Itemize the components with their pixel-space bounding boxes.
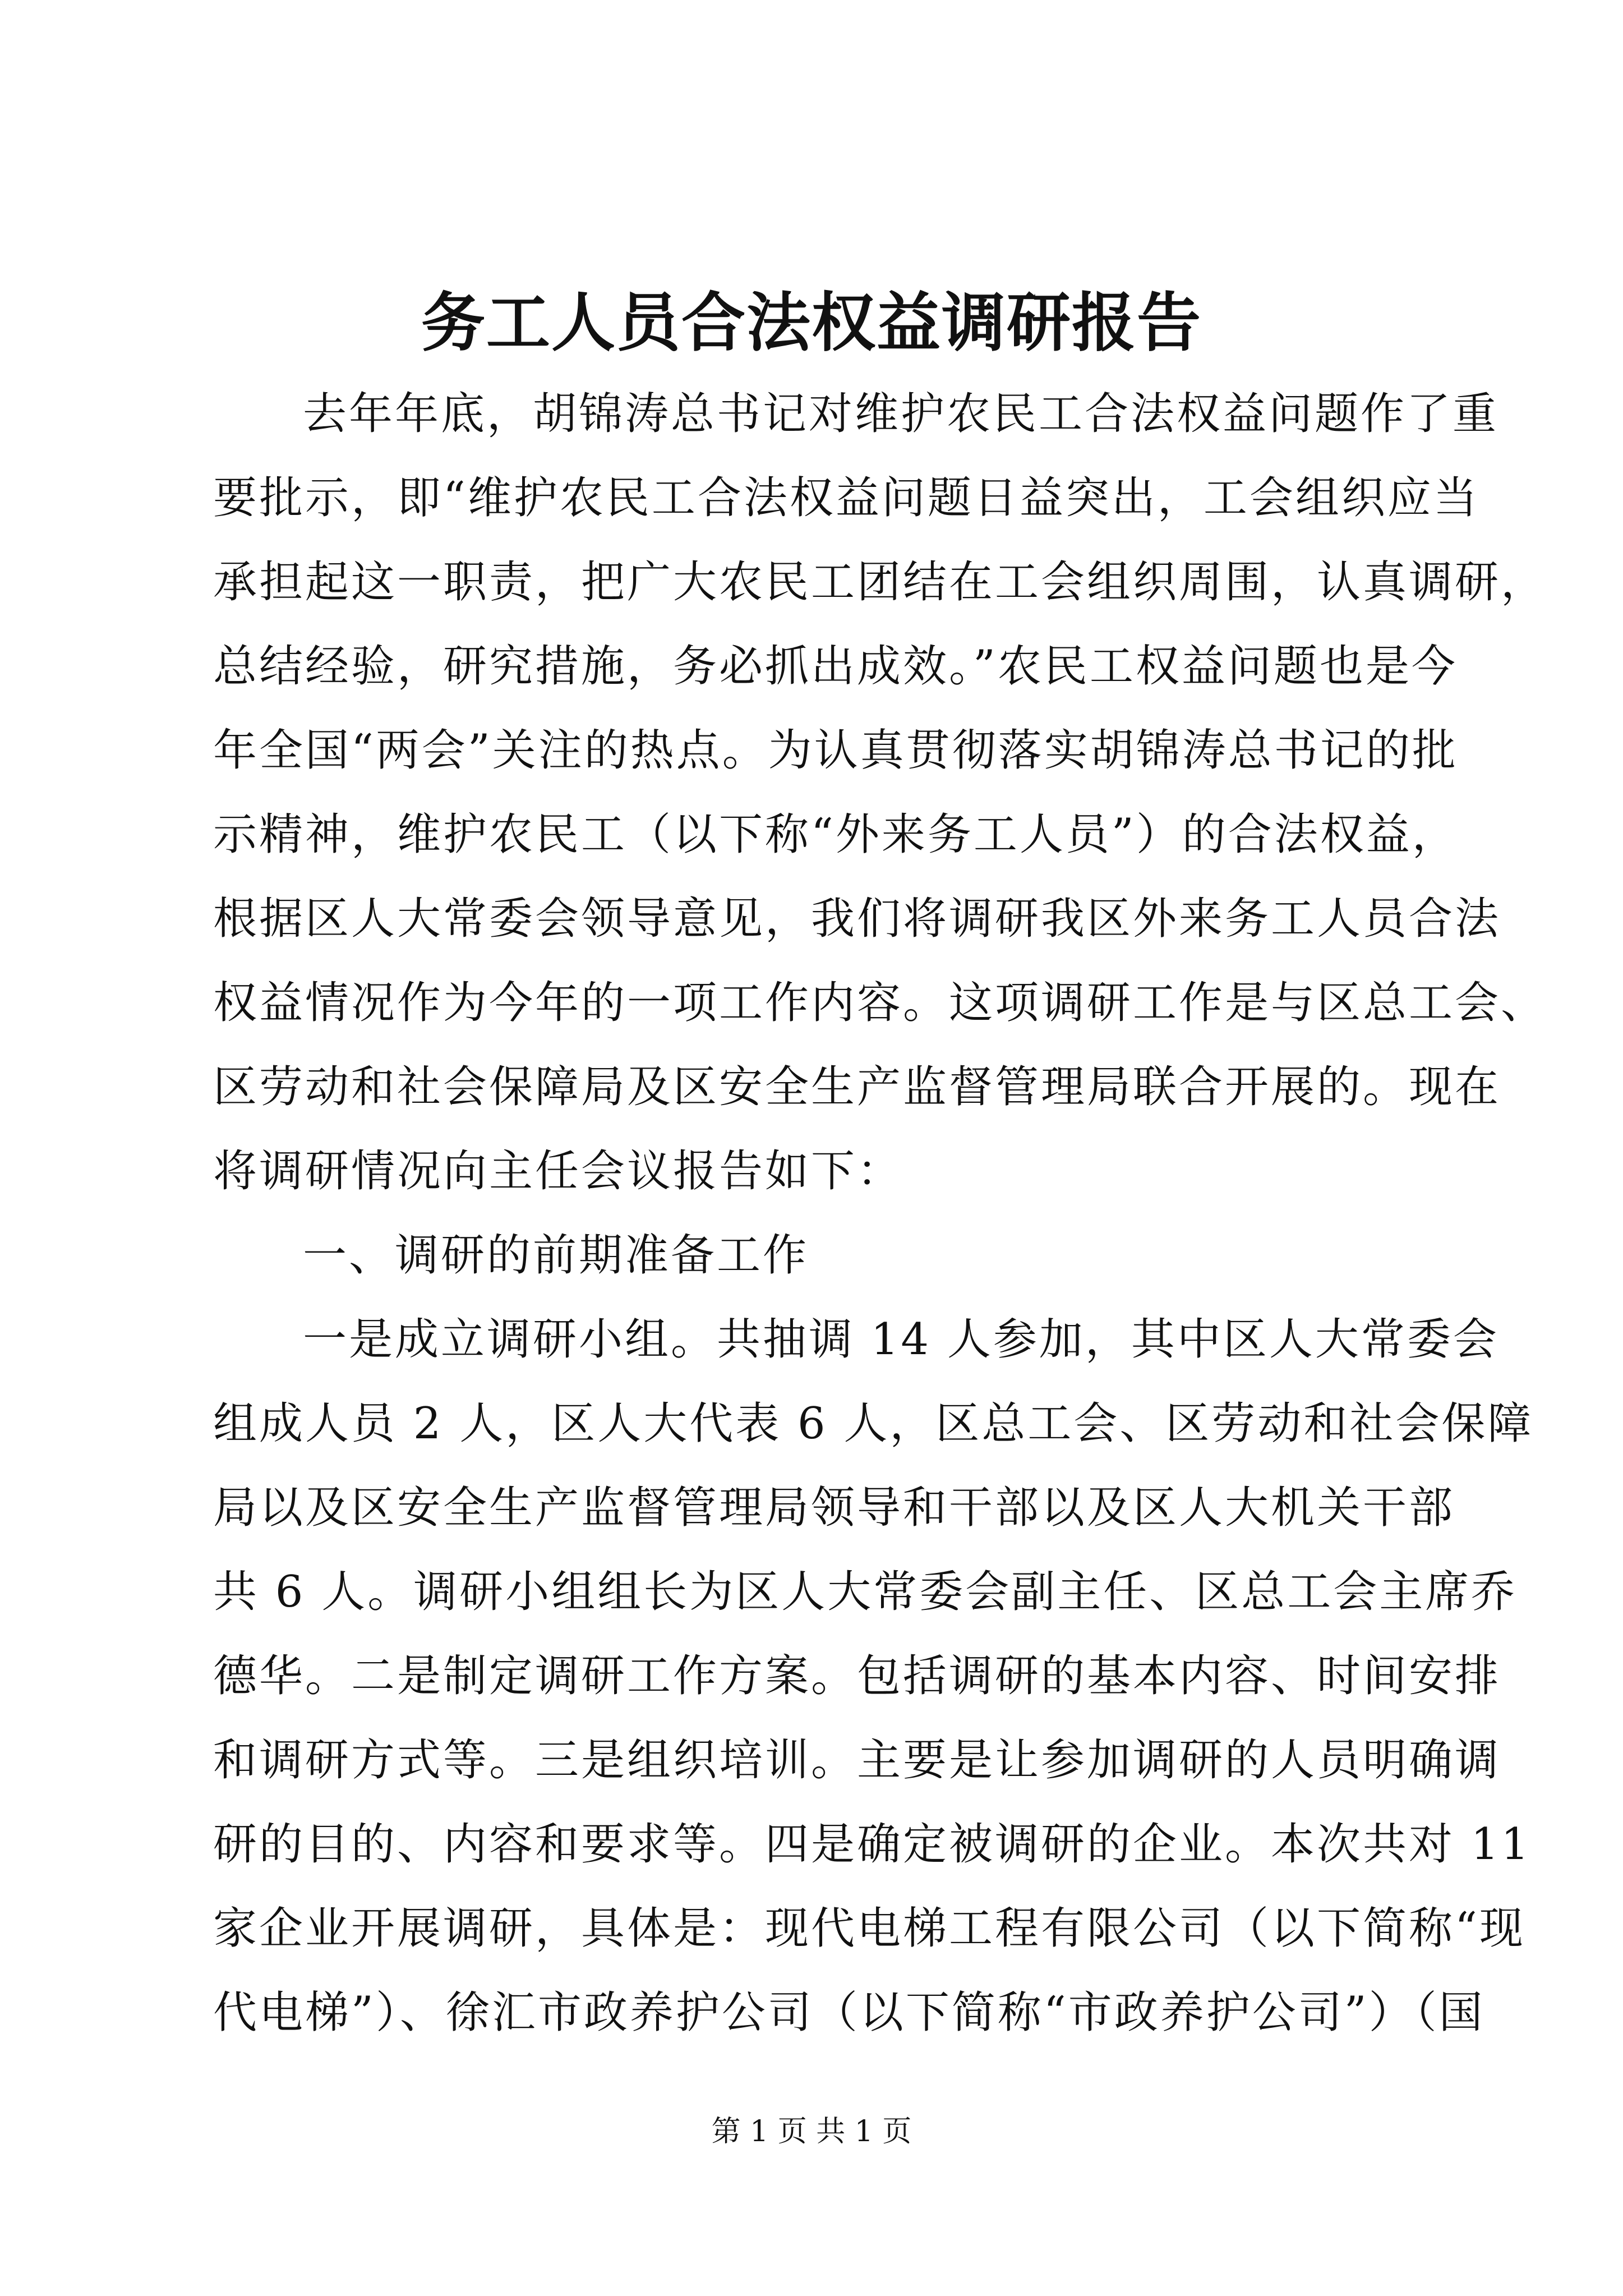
body-line: 要批示，即“维护农民工合法权益问题日益突出，工会组织应当 [213, 473, 1479, 523]
body-line: 权益情况作为今年的一项工作内容。这项调研工作是与区总工会、 [213, 978, 1547, 1028]
body-line: 将调研情况向主任会议报告如下： [213, 1146, 903, 1197]
body-line: 研的目的、内容和要求等。四是确定被调研的企业。本次共对 11 [213, 1819, 1532, 1870]
body-line: 局以及区安全生产监督管理局领导和干部以及区人大机关干部 [213, 1483, 1455, 1533]
body-line: 总结经验，研究措施，务必抓出成效。”农民工权益问题也是今 [213, 641, 1458, 692]
body-line: 组成人员 2 人，区人大代表 6 人，区总工会、区劳动和社会保障 [213, 1398, 1534, 1449]
section-heading: 一、调研的前期准备工作 [303, 1230, 809, 1281]
body-line: 家企业开展调研，具体是：现代电梯工程有限公司（以下简称“现 [213, 1903, 1525, 1954]
body-line: 一是成立调研小组。共抽调 14 人参加，其中区人大常委会 [303, 1314, 1499, 1365]
page-footer: 第 1 页 共 1 页 [711, 2115, 912, 2148]
body-line: 共 6 人。调研小组组长为区人大常委会副主任、区总工会主席乔 [213, 1567, 1518, 1617]
document-title: 务工人员合法权益调研报告 [421, 285, 1202, 360]
body-line: 根据区人大常委会领导意见，我们将调研我区外来务工人员合法 [213, 894, 1501, 944]
body-line: 代电梯”）、徐汇市政养护公司（以下简称“市政养护公司”）（国 [213, 1987, 1485, 2038]
body-line: 年全国“两会”关注的热点。为认真贯彻落实胡锦涛总书记的批 [213, 725, 1458, 776]
body-line: 示精神，维护农民工（以下称“外来务工人员”）的合法权益， [213, 809, 1458, 860]
body-line: 德华。二是制定调研工作方案。包括调研的基本内容、时间安排 [213, 1651, 1501, 1701]
body-line: 和调研方式等。三是组织培训。主要是让参加调研的人员明确调 [213, 1735, 1501, 1786]
body-line: 区劳动和社会保障局及区安全生产监督管理局联合开展的。现在 [213, 1062, 1501, 1112]
body-line: 去年年底，胡锦涛总书记对维护农民工合法权益问题作了重 [303, 389, 1499, 439]
body-line: 承担起这一职责，把广大农民工团结在工会组织周围，认真调研， [213, 557, 1547, 608]
